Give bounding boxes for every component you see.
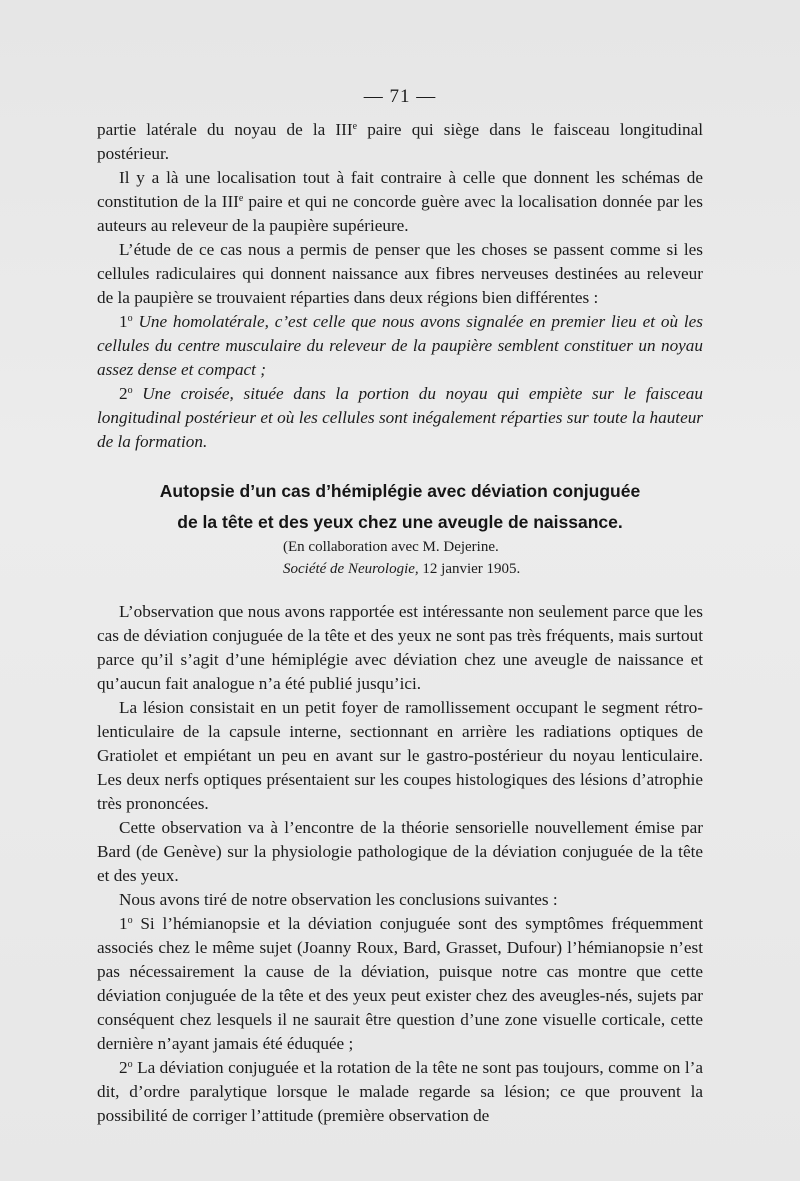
source-line: Société de Neurologie, 12 janvier 1905. — [283, 561, 521, 577]
list-item: 1$^o$ Si l’hémianopsie et la déviation conjuguée sont des symptômes fréquemment associés chez le même sujet (Joanny Roux, Bard, Grasset, Dufour) l’hémianopsie n’est pas nécessairement la cause de la déviation, puisque notre cas montre que cette déviation conjuguée de la tête et des yeux peut exister chez des aveugles-nés, sujets par conséquent chez lesquels il ne saurait être question d’une zone visuelle corticale, cette dernière n’ayant jamais été éduquée ; — [97, 914, 703, 1053]
section-title-line-1: Autopsie d’un cas d’hémiplégie avec déviation conjuguée — [159, 481, 641, 501]
list-item: 1$^o$ Une homolatérale, c’est celle que nous avons signalée en premier lieu et où les cellules du centre musculaire du releveur de la paupière semblent constituer un noyau assez dense et compact ; — [97, 312, 703, 379]
text-block-bottom — [97, 600, 703, 1128]
list-item: 2$^o$ La déviation conjuguée et la rotation de la tête ne sont pas toujours, comme on l’a dit, d’ordre paralytique lorsque le malade regarde sa lésion; ce que prouvent la possibilité de corriger l’attitude (première observation de — [97, 1058, 703, 1125]
paragraph: La lésion consistait en un petit foyer de ramollissement occupant le segment rétro-lenticulaire de la capsule interne, sectionnant en arrière les radiations optiques de Gratiolet et empiétant un peu en avant sur le gastro-postérieur du noyau lenticulaire. Les deux nerfs optiques présentaient sur les coupes histologiques des lésions d’atrophie très prononcées. — [97, 698, 703, 813]
paragraph: Nous avons tiré de notre observation les conclusions suivantes : — [119, 890, 558, 909]
page-number: — 71 — — [363, 86, 437, 107]
paragraph: Cette observation va à l’encontre de la théorie sensorielle nouvellement émise par Bard (de Genève) sur la physiologie pathologique de la déviation conjuguée de la tête et des yeux. — [97, 818, 703, 885]
text-block-top — [97, 118, 703, 454]
collaboration-line: (En collaboration avec M. Dejerine. — [283, 539, 499, 555]
section-title-line-2: de la tête et des yeux chez une aveugle de naissance. — [177, 512, 623, 532]
section-title — [97, 476, 703, 538]
paragraph: L’observation que nous avons rapportée est intéressante non seulement parce que les cas de déviation conjuguée de la tête et des yeux ne sont pas très fréquents, mais surtout parce qu’il s’agit d’une hémiplégie avec déviation chez une aveugle de naissance et qu’aucun fait analogue n’a été publié jusqu’ici. — [97, 602, 703, 693]
paragraph: L’étude de ce cas nous a permis de penser que les choses se passent comme si les cellules radiculaires qui donnent naissance aux fibres nerveuses destinées au releveur de la paupière se trouvaient réparties dans deux régions bien différentes : — [97, 240, 703, 307]
paragraph: Il y a là une localisation tout à fait contraire à celle que donnent les schémas de constitution de la IIIe paire et qui ne concorde guère avec la localisation donnée par les auteurs au releveur de la paupière supérieure. — [97, 168, 703, 235]
collaboration-note — [283, 536, 520, 580]
list-item: 2$^o$ Une croisée, située dans la portion du noyau qui empiète sur le faisceau longitudinal postérieur et où les cellules sont inégalement réparties sur toute la hauteur de la formation. — [97, 384, 703, 451]
paragraph: partie latérale du noyau de la IIIe paire qui siège dans le faisceau longitudinal postérieur. — [97, 120, 703, 163]
